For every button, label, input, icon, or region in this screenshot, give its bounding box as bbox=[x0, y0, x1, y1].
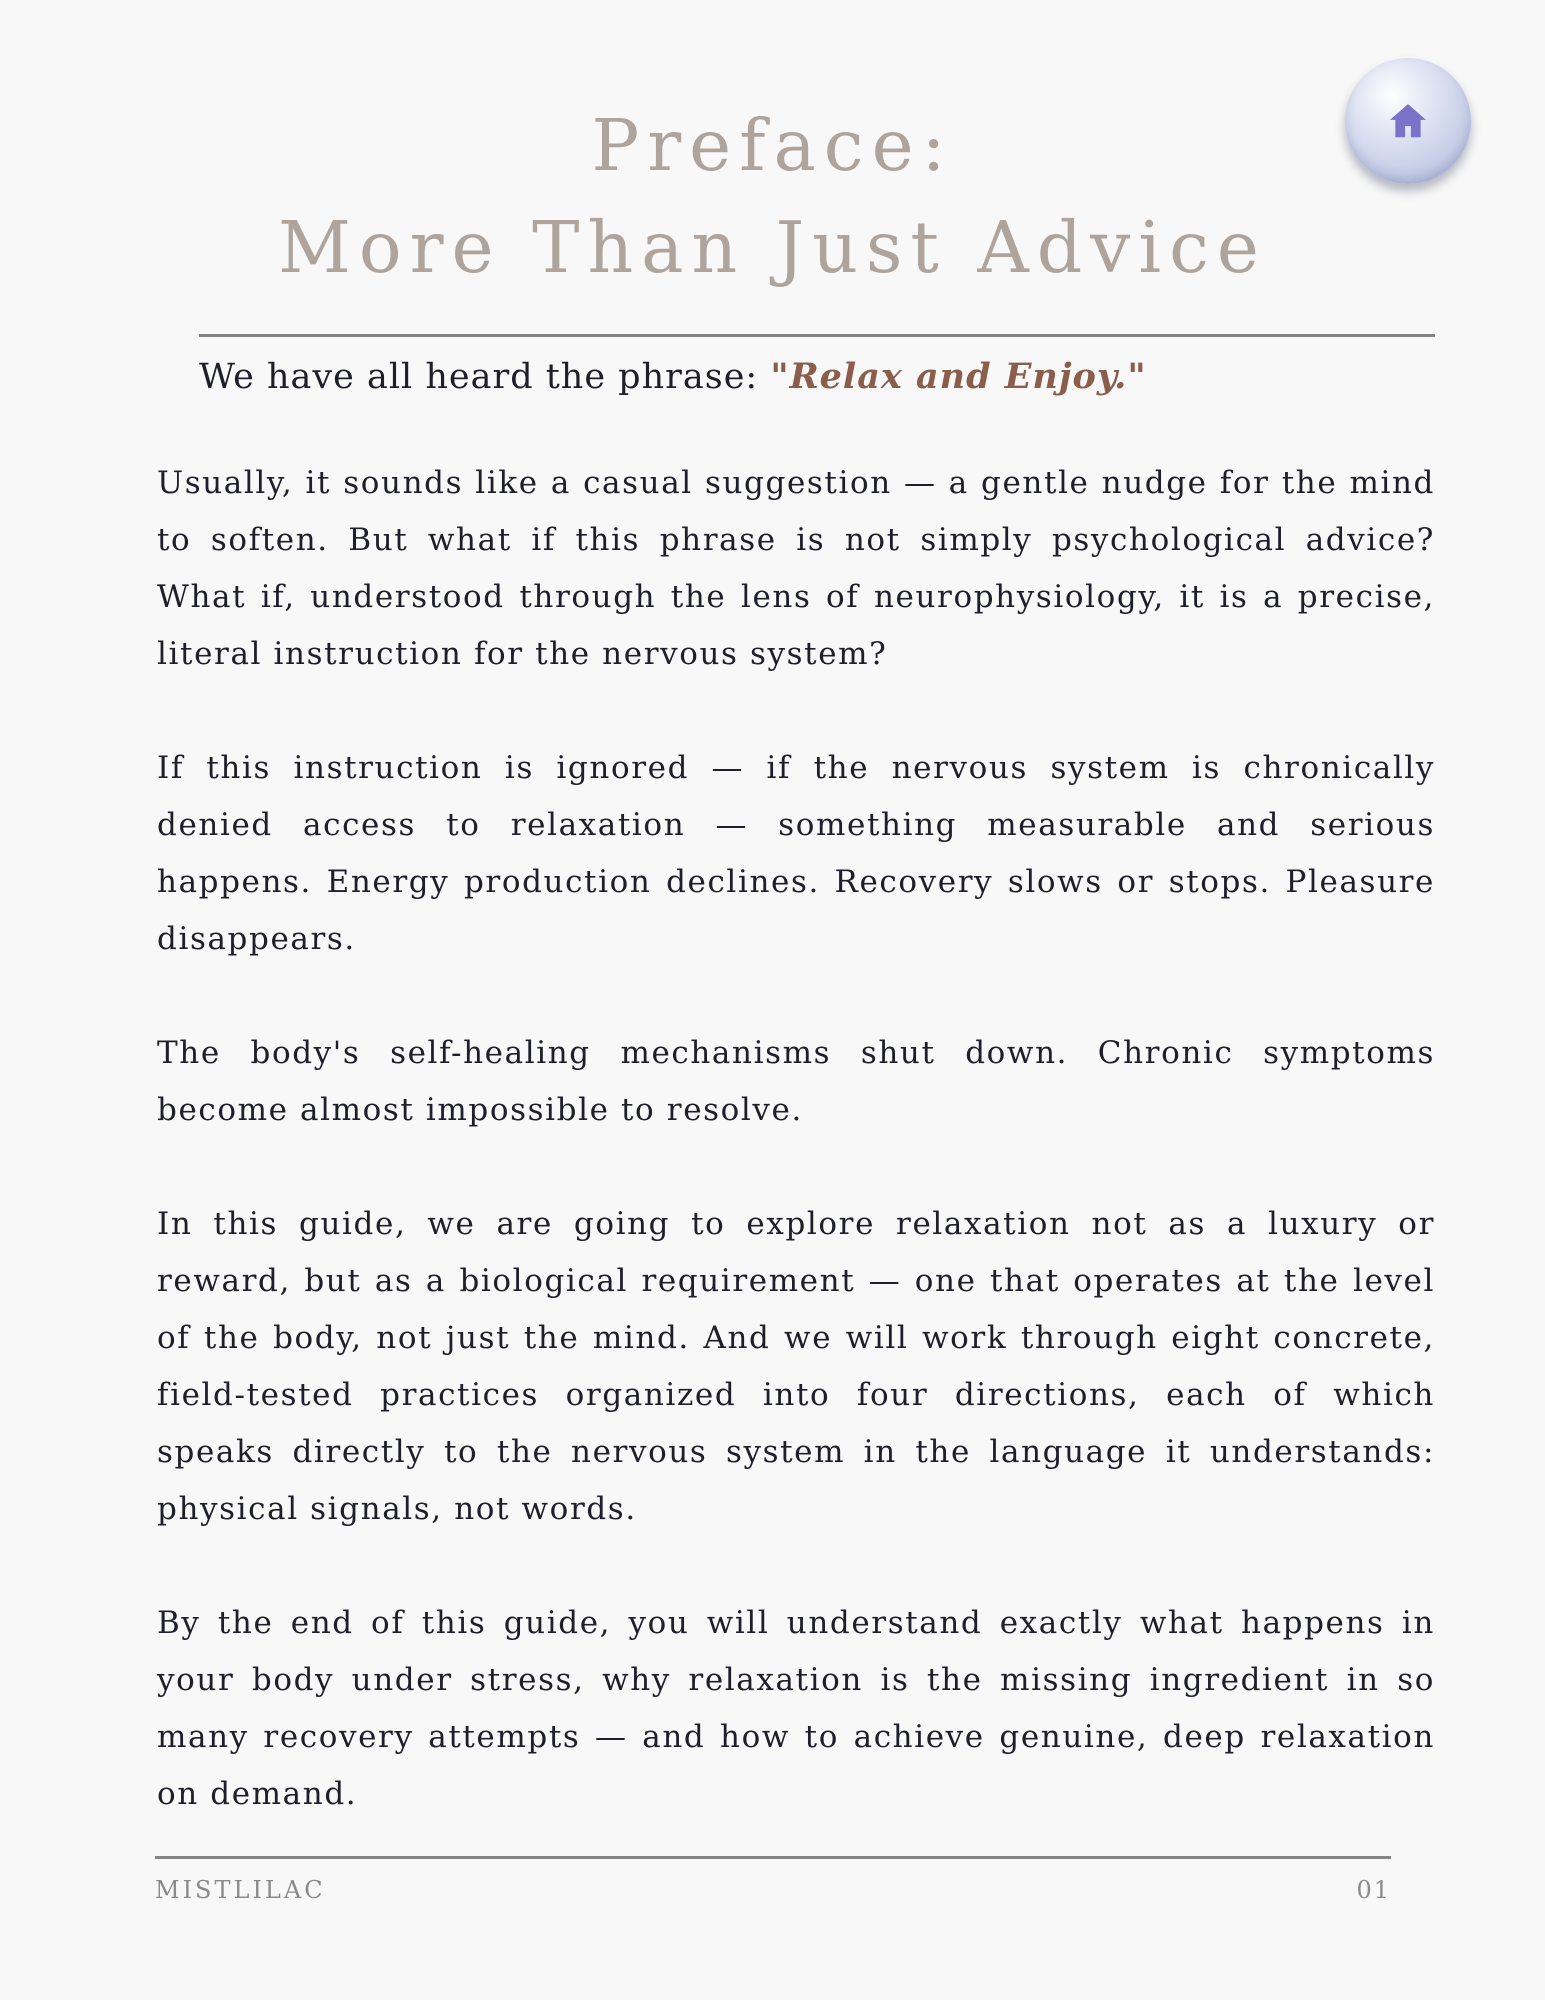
intro-line bbox=[199, 352, 1435, 402]
page-title-line-1: Preface: bbox=[591, 104, 954, 187]
intro-lead-text: We have all heard the phrase: bbox=[199, 357, 771, 397]
page-title-line-2: More Than Just Advice bbox=[278, 206, 1267, 289]
paragraph-3: The body's self-healing mechanisms shut down. Chronic symptoms become almost impossible to resolve. bbox=[157, 1035, 1435, 1128]
footer-brand: MISTLILAC bbox=[155, 1876, 326, 1904]
paragraph-4: In this guide, we are going to explore relaxation not as a luxury or reward, but as a biological requirement — one that operates at the level of the body, not just the mind. And we will work through eight concrete, field-tested practices organized into four directions, each of which speaks directly to the nervous system in the language it understands: physical signals, not words. bbox=[157, 1206, 1435, 1527]
paragraph-1: Usually, it sounds like a casual suggestion — a gentle nudge for the mind to soften. But what if this phrase is not simply psychological advice? What if, understood through the lens of neurophysiology, it is a precise, literal instruction for the nervous system? bbox=[157, 465, 1435, 672]
bottom-divider bbox=[155, 1856, 1391, 1859]
body-text bbox=[157, 455, 1435, 1880]
page-title bbox=[0, 95, 1545, 299]
page-number: 01 bbox=[1356, 1876, 1391, 1904]
intro-quote: "Relax and Enjoy." bbox=[770, 356, 1147, 397]
top-divider bbox=[199, 334, 1435, 337]
paragraph-2: If this instruction is ignored — if the nervous system is chronically denied access to relaxation — something measurable and serious happens. Energy production declines. Recovery slows or stops. Pleasure disappears. bbox=[157, 750, 1435, 957]
paragraph-5: By the end of this guide, you will understand exactly what happens in your body under stress, why relaxation is the missing ingredient in so many recovery attempts — and how to achieve genuine, deep relaxation on demand. bbox=[157, 1605, 1435, 1812]
